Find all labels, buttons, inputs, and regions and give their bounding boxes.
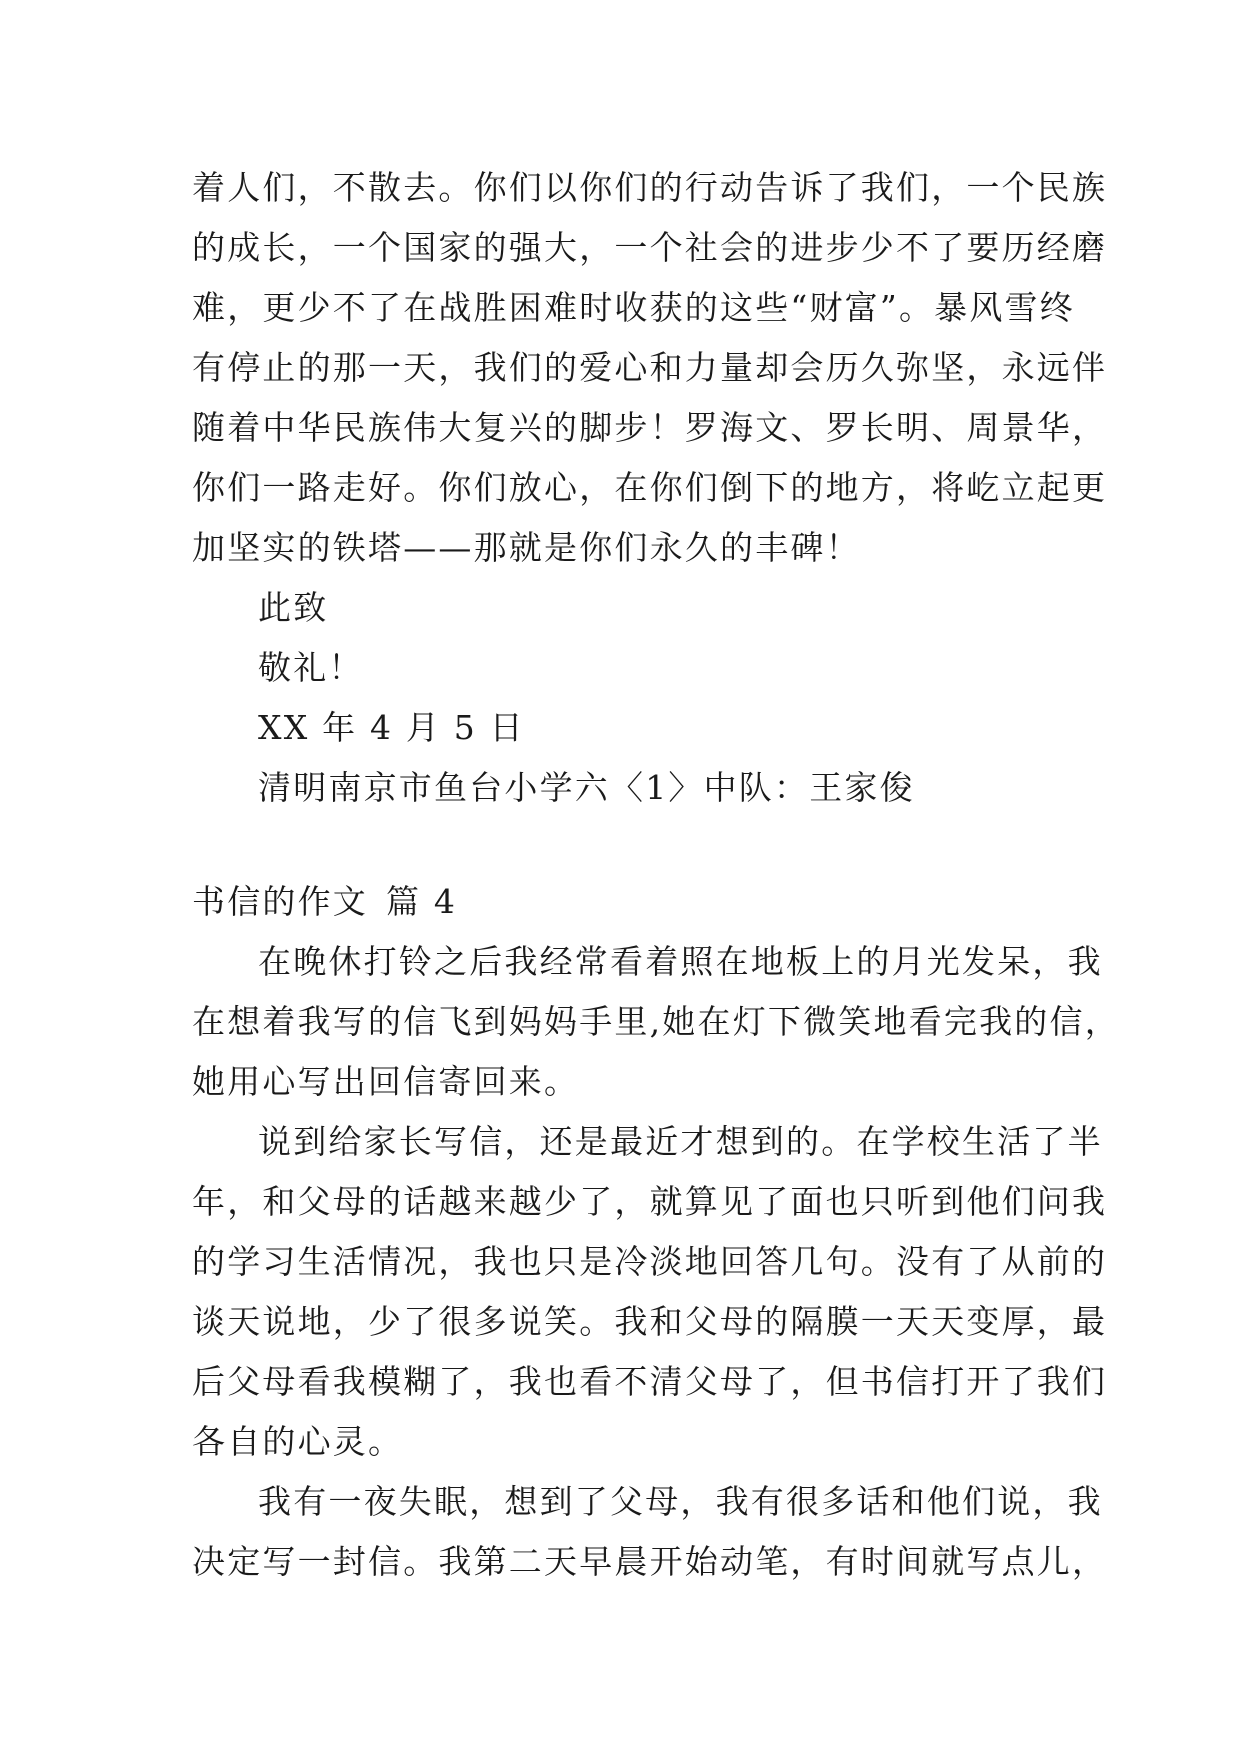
paragraph-line: 的成长，一个国家的强大，一个社会的进步少不了要历经磨: [192, 228, 1108, 267]
paragraph-line: 随着中华民族伟大复兴的脚步！罗海文、罗长明、周景华，: [192, 408, 1108, 447]
letter-signature: 清明南京市鱼台小学六〈1〉中队：王家俊: [258, 768, 915, 807]
essay-line: 决定写一封信。我第二天早晨开始动笔，有时间就写点儿，: [192, 1542, 1108, 1581]
essay-line: 在想着我写的信飞到妈妈手里,她在灯下微笑地看完我的信，: [192, 1002, 1120, 1041]
paragraph-line: 加坚实的铁塔——那就是你们永久的丰碑！: [192, 528, 861, 567]
essay-line: 年，和父母的话越来越少了，就算见了面也只听到他们问我: [192, 1182, 1108, 1221]
essay-line: 后父母看我模糊了，我也看不清父母了，但书信打开了我们: [192, 1362, 1108, 1401]
paragraph-line: 有停止的那一天，我们的爱心和力量却会历久弥坚，永远伴: [192, 348, 1108, 387]
section-heading: [192, 872, 1060, 932]
essay-line: 她用心写出回信寄回来。: [192, 1062, 580, 1101]
paragraph-line: 你们一路走好。你们放心，在你们倒下的地方，将屹立起更: [192, 468, 1108, 507]
essay-line: 谈天说地，少了很多说笑。我和父母的隔膜一天天变厚，最: [192, 1302, 1108, 1341]
section-gap: [192, 818, 1060, 872]
section-title: 书信的作文: [192, 882, 368, 921]
essay-line: 我有一夜失眠，想到了父母，我有很多话和他们说，我: [258, 1482, 1103, 1521]
letter-closing: 此致: [258, 588, 329, 627]
paragraph-line: 着人们，不散去。你们以你们的行动告诉了我们，一个民族: [192, 168, 1108, 207]
letter-date: XX 年 4 月 5 日: [258, 708, 525, 747]
essay-line: 各自的心灵。: [192, 1422, 404, 1461]
essay-line: 在晚休打铃之后我经常看着照在地板上的月光发呆，我: [258, 942, 1103, 981]
essay-line: 说到给家长写信，还是最近才想到的。在学校生活了半: [258, 1122, 1103, 1161]
section-part: 篇 4: [386, 882, 458, 921]
paragraph-line: 难，更少不了在战胜困难时收获的这些“财富”。暴风雪终: [192, 288, 1075, 327]
essay-line: 的学习生活情况，我也只是冷淡地回答几句。没有了从前的: [192, 1242, 1108, 1281]
document-page: [192, 158, 1120, 1592]
letter-salute: 敬礼！: [258, 648, 364, 687]
